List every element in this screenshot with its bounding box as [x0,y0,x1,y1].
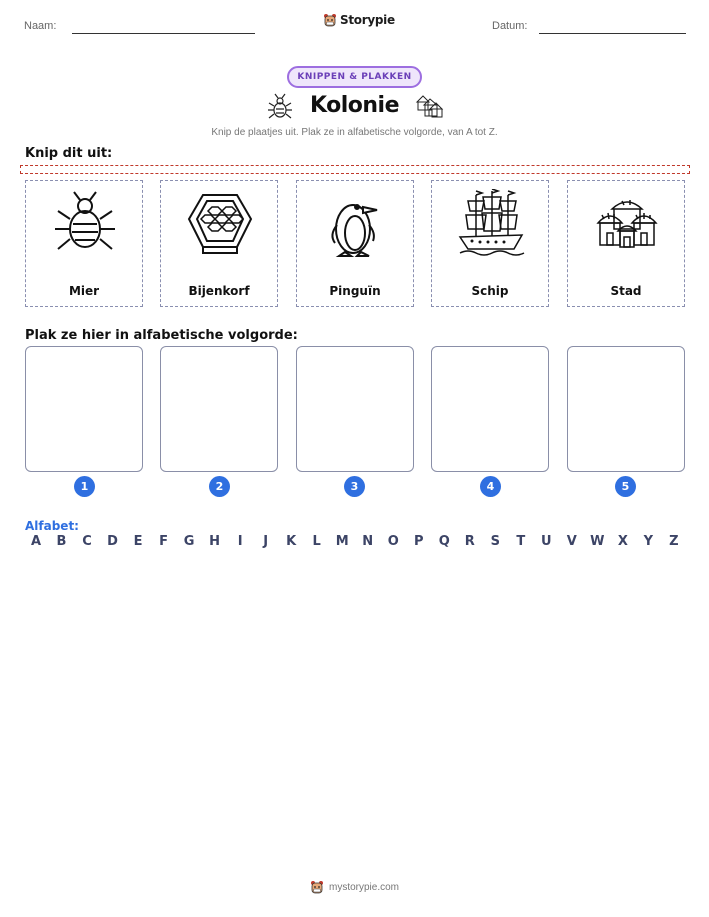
alphabet-letter: X [617,534,628,549]
card-pinguin[interactable] [296,180,414,307]
alphabet-letter: U [541,534,552,549]
slot-number-3: 3 [344,476,365,497]
cut-section-title: Knip dit uit: [25,146,113,161]
alphabet-letter: H [209,534,221,549]
alphabet-letter: R [464,534,475,549]
cut-line [20,165,690,174]
card-label: Stad [610,284,642,298]
slot-number-5: 5 [615,476,636,497]
footer [0,880,709,894]
page-title: Kolonie [309,93,400,118]
ant-icon [50,189,120,259]
card-stad[interactable] [567,180,685,307]
penguin-icon [321,189,391,259]
alphabet-letter: F [159,534,169,549]
card-label: Bijenkorf [188,284,250,298]
alphabet-letter: N [362,534,374,549]
alphabet-letter: C [82,534,92,549]
card-bijenkorf[interactable] [160,180,278,307]
activity-badge: KNIPPEN & PLAKKEN [287,66,422,88]
alphabet-letter: T [516,534,526,549]
storypie-logo [323,13,395,27]
alphabet-letter: P [413,534,424,549]
huts-icon [414,93,444,119]
alphabet-title: Alfabet: [25,519,79,533]
date-line [539,33,686,34]
huts-icon [592,189,662,259]
alphabet-row [25,534,685,549]
alphabet-letter: G [183,534,195,549]
footer-url[interactable]: mystorypie.com [328,881,399,893]
card-schip[interactable] [431,180,549,307]
alphabet-letter: S [490,534,500,549]
alphabet-letter: L [312,534,321,549]
alphabet-letter: Z [669,534,679,549]
bear-icon [310,880,324,894]
alphabet-letter: O [387,534,399,549]
paste-slot-5[interactable] [567,346,685,472]
alphabet-letter: I [237,534,243,549]
alphabet-letter: M [335,534,349,549]
alphabet-letter: K [286,534,297,549]
card-label: Mier [68,284,100,298]
name-label: Naam: [24,20,57,32]
slot-number-4: 4 [480,476,501,497]
alphabet-letter: Q [438,534,450,549]
date-label: Datum: [492,20,528,32]
alphabet-letter: A [30,534,42,549]
card-label: Pinguïn [329,284,381,298]
alphabet-letter: Y [643,534,654,549]
paste-slot-2[interactable] [160,346,278,472]
beehive-icon [185,189,255,259]
card-label: Schip [471,284,509,298]
brand-name: Storypie [340,13,395,27]
ship-icon [456,189,526,259]
alphabet-letter: B [56,534,67,549]
bear-icon [323,13,337,27]
paste-slot-3[interactable] [296,346,414,472]
slot-number-2: 2 [209,476,230,497]
instructions: Knip de plaatjes uit. Plak ze in alfabetische volgorde, van A tot Z. [211,127,498,138]
alphabet-letter: D [107,534,118,549]
paste-section-title: Plak ze hier in alfabetische volgorde: [25,328,298,343]
card-mier[interactable] [25,180,143,307]
paste-slot-4[interactable] [431,346,549,472]
slot-number-1: 1 [74,476,95,497]
alphabet-letter: J [263,534,269,549]
paste-slot-1[interactable] [25,346,143,472]
alphabet-letter: V [566,534,577,549]
alphabet-letter: E [133,534,143,549]
name-line [72,33,255,34]
alphabet-letter: W [590,534,605,549]
